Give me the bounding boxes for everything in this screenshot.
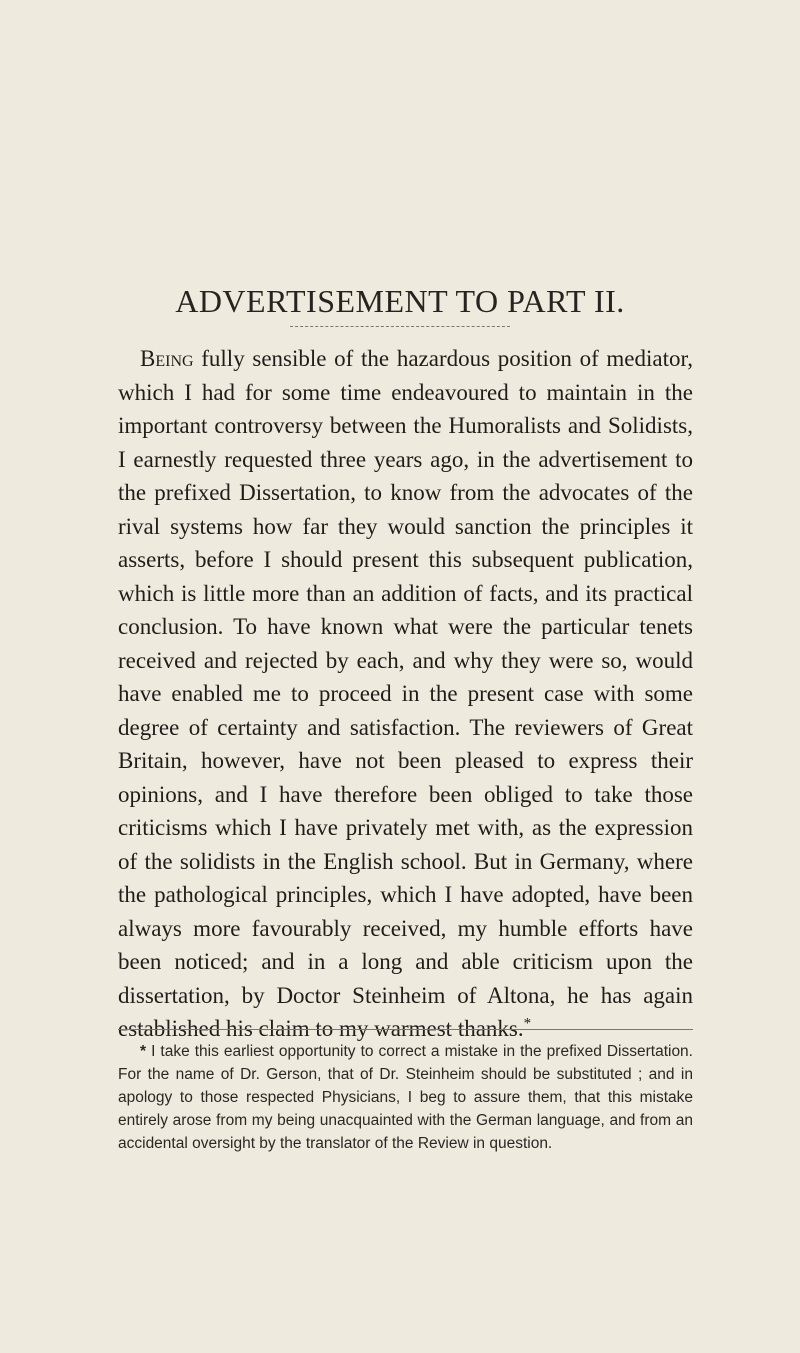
footnote-text: I take this earliest opportunity to correct a mistake in the prefixed Dissertation. For the name of Dr. Gerson, that of Dr. Steinheim should be substituted ; and in apology to those respected Physicians, I beg to assure them, that this mistake entirely arose from my being unacquainted with the German language, and from an accidental oversight by the translator of the Review in question. xyxy=(118,1043,693,1152)
lead-word: Being xyxy=(140,346,194,371)
footnote-mark: * xyxy=(140,1043,147,1060)
body-paragraph xyxy=(118,342,693,1046)
footnote-reference: * xyxy=(523,1015,532,1032)
footnote-divider xyxy=(118,1029,693,1030)
footnote xyxy=(118,1040,693,1155)
body-text: fully sensible of the hazardous position of mediator, which I had for some time endeavoured to maintain in the important controversy between the Humoralists and Solidists, I earnestly requested three years ago, in the advertisement to the prefixed Dissertation, to know from the advocates of the rival systems how far they would sanction the principles it asserts, before I should present this subsequent publication, which is little more than an addition of facts, and its practical conclusion. To have known what were the particular tenets received and rejected by each, and why they were so, would have enabled me to proceed in the present case with some degree of certainty and satisfaction. The reviewers of Great Britain, however, have not been pleased to express their opinions, and I have therefore been obliged to take those criticisms which I have privately met with, as the expression of the solidists in the English school. But in Germany, where the pathological principles, which I have adopted, have been always more favourably received, my humble efforts have been noticed; and in a long and able criticism upon the dissertation, by Doctor Steinheim of Altona, he has again established his claim to my warmest thanks. xyxy=(118,346,693,1041)
page-title: ADVERTISEMENT TO PART II. xyxy=(175,283,625,320)
heading-divider xyxy=(290,326,510,327)
